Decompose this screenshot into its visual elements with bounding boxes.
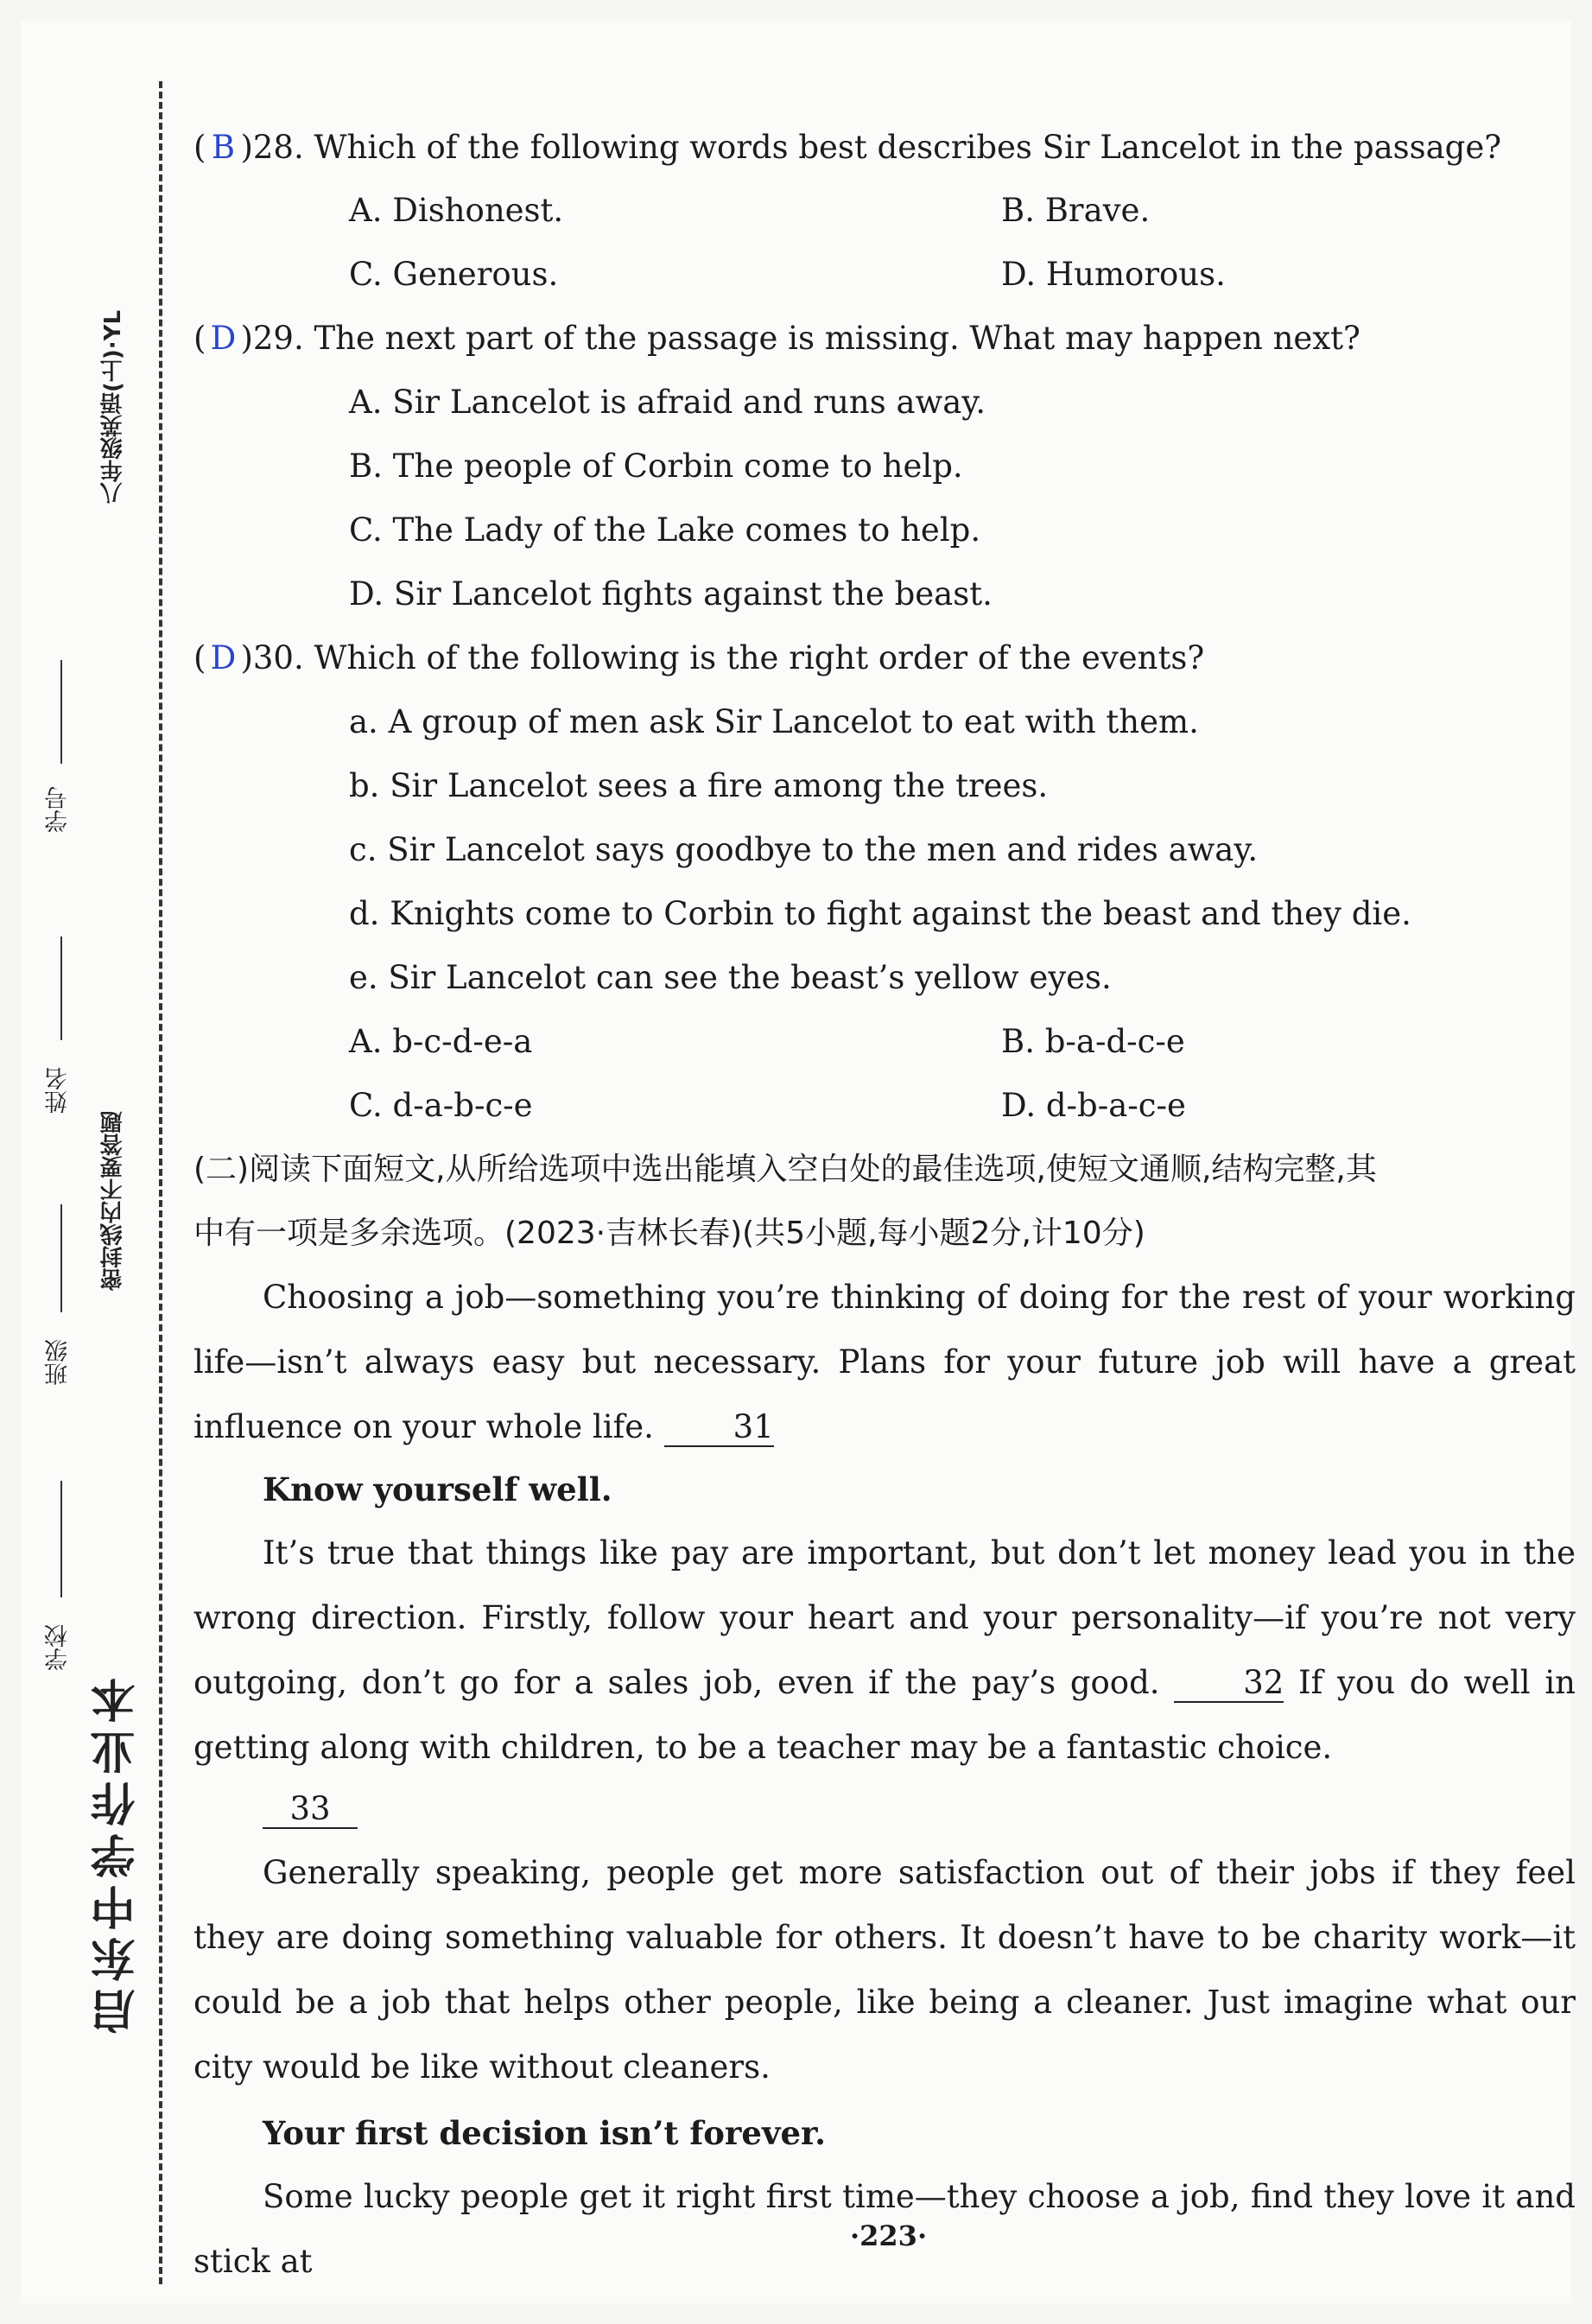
question-number: 28. — [252, 129, 304, 166]
question-29: ( D )29. The next part of the passage is missing. What may happen next? — [193, 317, 1360, 360]
paragraph-text: It’s true that things like pay are important, but don’t let money lead you in the wrong direction. Firstly, follow your heart and your personality—if you’re not very outgoing, don’t go for a sales job, even if the pay’s good. — [193, 1534, 1576, 1701]
answer-28: B — [211, 129, 236, 166]
page — [21, 21, 1576, 2303]
field-class-blank — [60, 1204, 62, 1312]
event-c: c. Sir Lancelot says goodbye to the men and rides away. — [349, 831, 1259, 868]
passage-paragraph-2 — [193, 1521, 1576, 1780]
heading-know-yourself: Know yourself well. — [263, 1470, 612, 1508]
passage-paragraph-4: Some lucky people get it right first time—they choose a job, find they love it and stick at — [193, 2178, 1576, 2280]
field-name-blank — [60, 937, 62, 1040]
option-d: D. d-b-a-c-e — [1001, 1087, 1186, 1124]
paragraph-text: Choosing a job—something you’re thinking of doing for the rest of your working life—isn’t always easy but necessary. Plans for your future job will have a great influence on your whole life. — [193, 1279, 1576, 1445]
event-d: d. Knights come to Corbin to fight against the beast and they die. — [349, 895, 1411, 932]
question-number: 30. — [252, 639, 304, 676]
field-name-label: 姓名 — [45, 1067, 72, 1114]
paragraph-text: If you do well in getting along with children, to be a teacher may be a fantastic choice. — [193, 1664, 1576, 1766]
school-name: 启东中学作业本 — [92, 1671, 143, 2034]
option-a: A. b-c-d-e-a — [349, 1023, 533, 1060]
heading-first-decision: Your first decision isn’t forever. — [263, 2114, 826, 2152]
option-a: A. Sir Lancelot is afraid and runs away. — [349, 384, 986, 421]
field-number-blank — [60, 660, 62, 764]
option-d: D. Humorous. — [1001, 256, 1226, 293]
field-school-label: 学校 — [45, 1624, 72, 1671]
blank-33-line — [263, 1787, 358, 1831]
answer-29: D — [210, 320, 237, 357]
section-instruction-line2: 中有一项是多余选项。(2023·吉林长春)(共5小题,每小题2分,计10分) — [193, 1216, 1145, 1251]
book-info: 八年级英语(上)·YL — [100, 309, 126, 505]
option-c: C. The Lady of the Lake comes to help. — [349, 511, 981, 549]
passage-paragraph-1 — [193, 1265, 1576, 1459]
option-a: A. Dishonest. — [349, 192, 564, 229]
question-30: ( D )30. Which of the following is the right order of the events? — [193, 637, 1204, 680]
event-b: b. Sir Lancelot sees a fire among the trees. — [349, 767, 1049, 804]
event-e: e. Sir Lancelot can see the beast’s yellow eyes. — [349, 959, 1112, 996]
question-28: ( B )28. Which of the following words best describes Sir Lancelot in the passage? — [193, 126, 1501, 169]
field-school-blank — [60, 1481, 62, 1597]
question-stem: Which of the following is the right order of the events? — [314, 639, 1205, 676]
passage-paragraph-3: Generally speaking, people get more satisfaction out of their jobs if they feel they are doing something valuable for others. It doesn’t have to be charity work—it could be a job that helps other people, like being a cleaner. Just imagine what our city would be like without cleaners. — [193, 1854, 1576, 2086]
page-number: ·223· — [850, 2219, 928, 2252]
option-b: B. The people of Corbin come to help. — [349, 448, 963, 485]
question-stem: The next part of the passage is missing. What may happen next? — [314, 320, 1360, 357]
answer-30: D — [210, 639, 237, 676]
option-c: C. d-a-b-c-e — [349, 1087, 533, 1124]
blank-32[interactable]: 32 — [1174, 1665, 1284, 1703]
section-instruction-line1: (二)阅读下面短文,从所给选项中选出能填入空白处的最佳选项,使短文通顺,结构完整,其 — [193, 1152, 1377, 1187]
seal-line — [159, 81, 162, 2284]
seal-notice: 密封线内不要答题 — [100, 1111, 126, 1291]
blank-33[interactable]: 33 — [263, 1791, 358, 1829]
field-class-label: 班级 — [45, 1339, 72, 1386]
question-number: 29. — [252, 320, 304, 357]
option-d: D. Sir Lancelot fights against the beast. — [349, 575, 993, 613]
option-b: B. b-a-d-c-e — [1001, 1023, 1185, 1060]
option-b: B. Brave. — [1001, 192, 1151, 229]
event-a: a. A group of men ask Sir Lancelot to eat with them. — [349, 703, 1199, 740]
question-stem: Which of the following words best describes Sir Lancelot in the passage? — [314, 129, 1502, 166]
blank-31[interactable]: 31 — [664, 1409, 774, 1447]
option-c: C. Generous. — [349, 256, 559, 293]
field-number-label: 学号 — [45, 786, 72, 833]
